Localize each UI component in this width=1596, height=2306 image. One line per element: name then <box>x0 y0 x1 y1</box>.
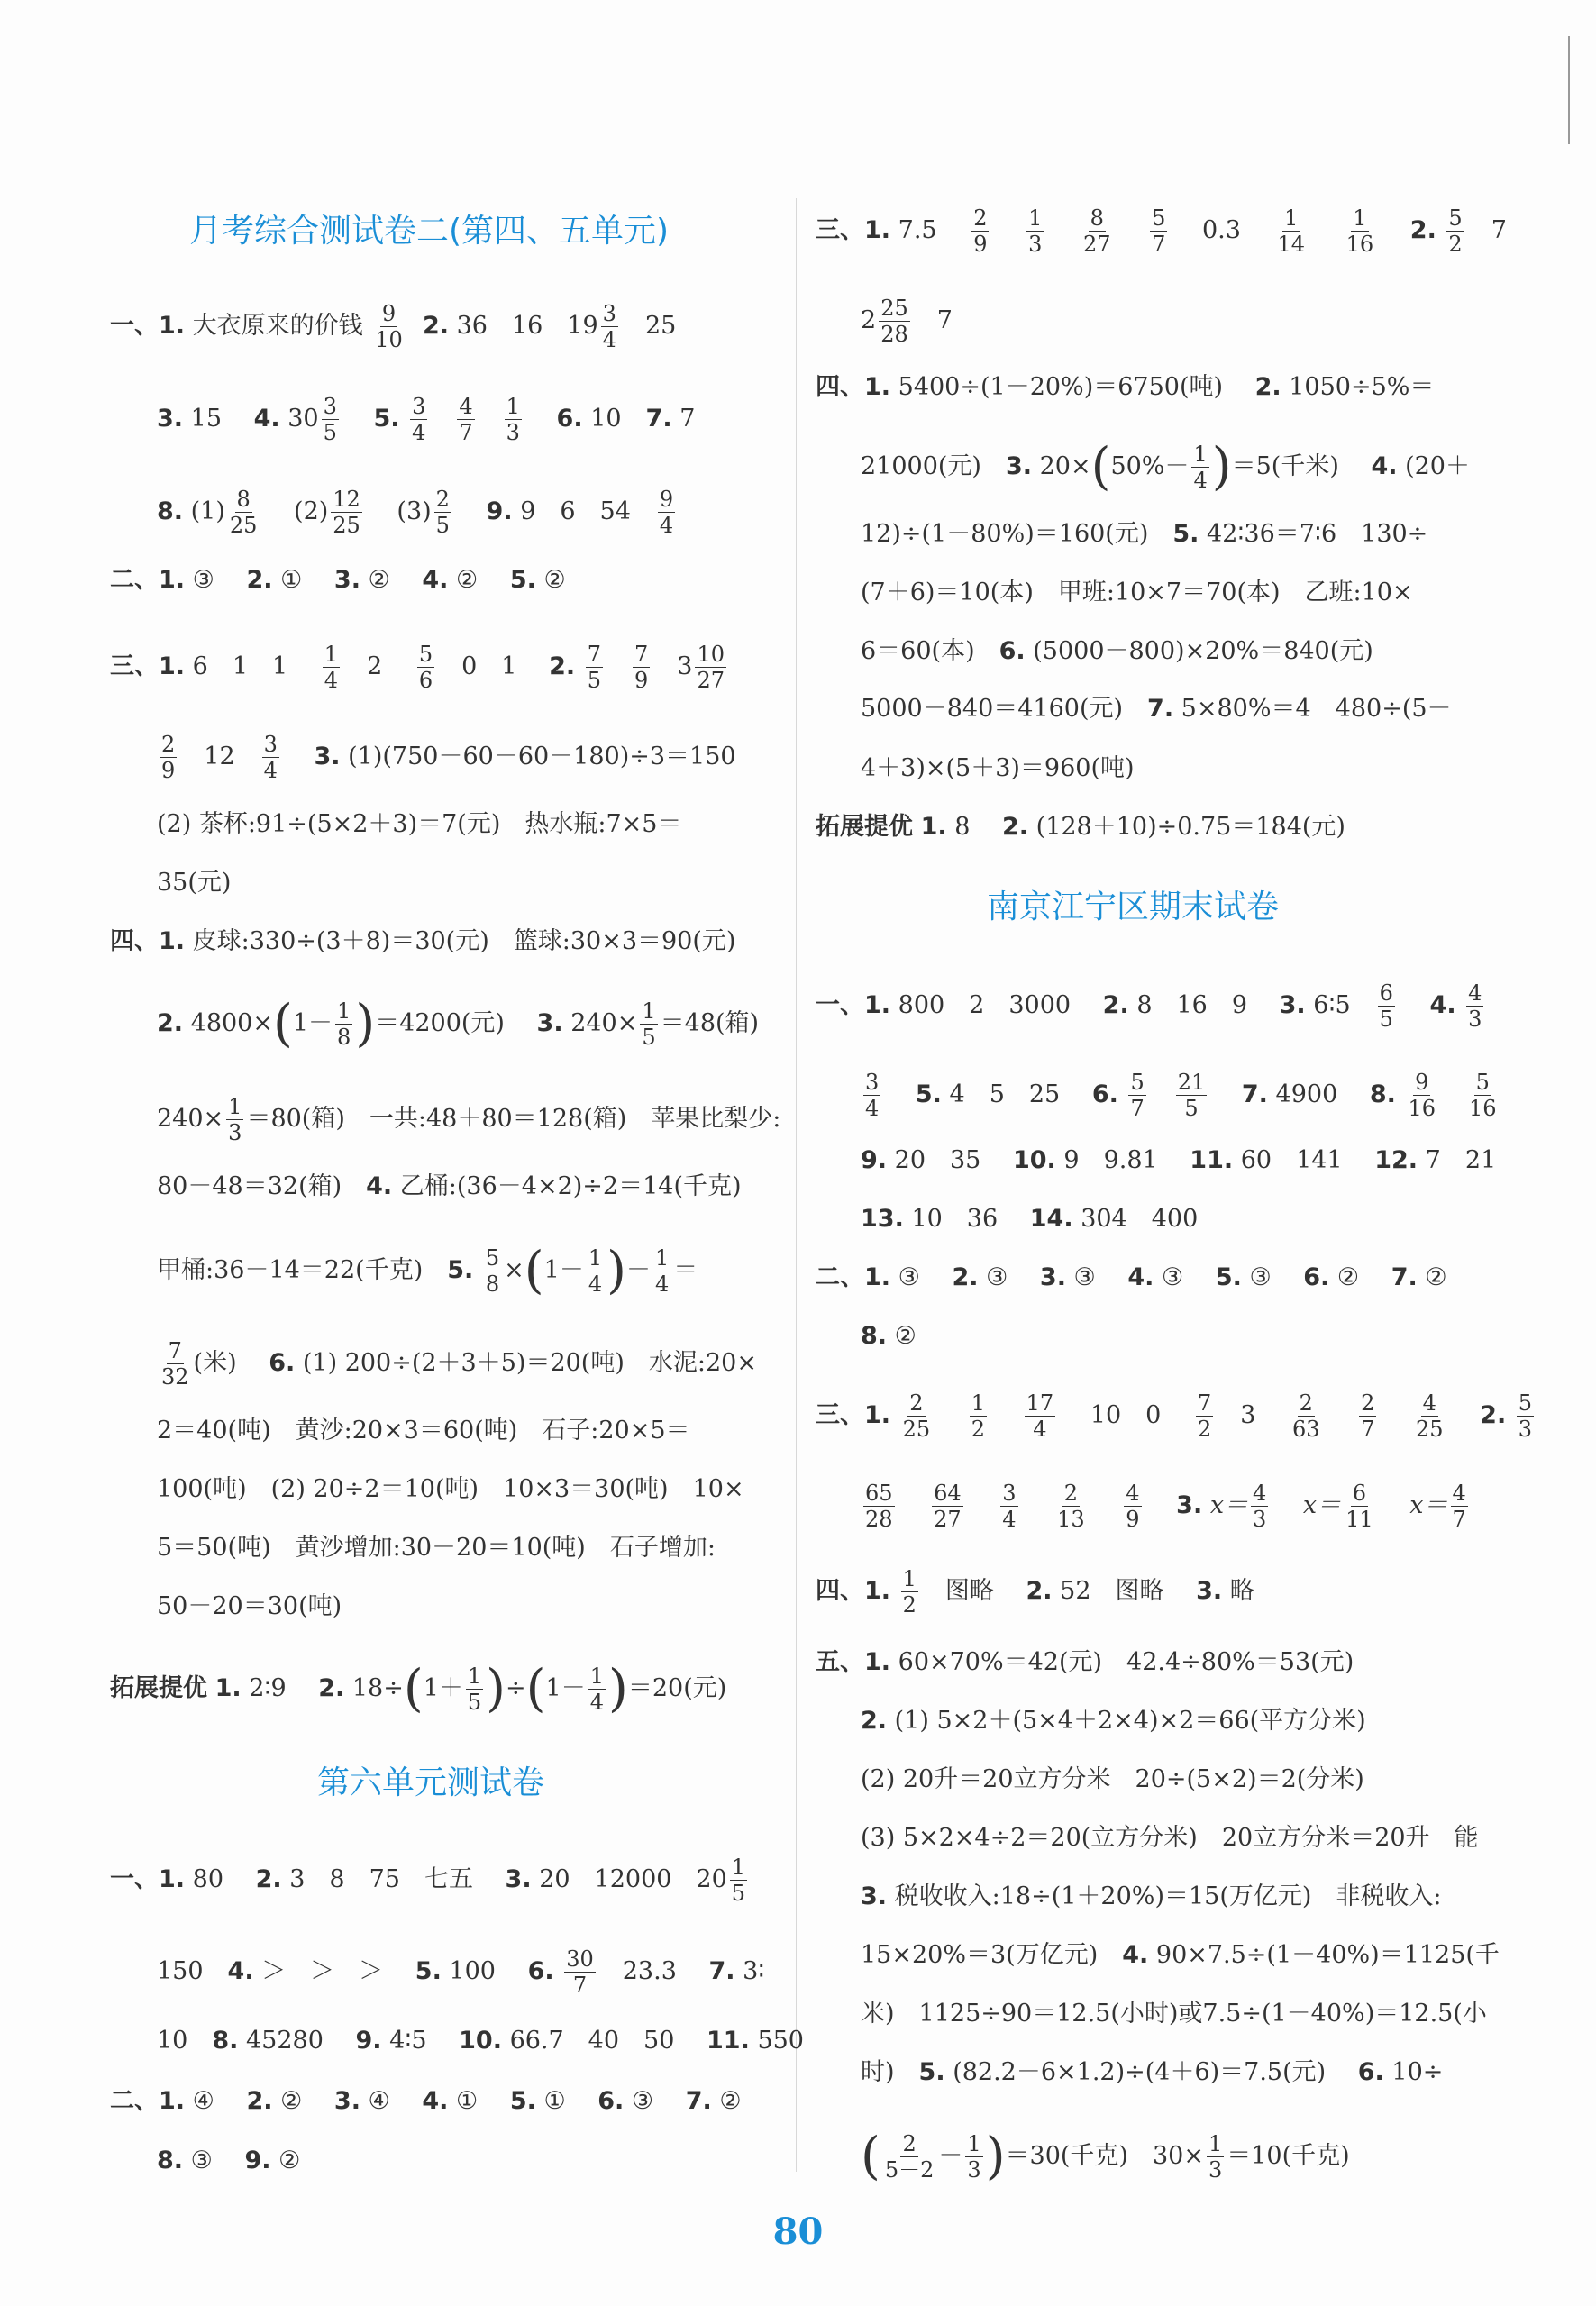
answer-line: 10 8. 45280 9. 4∶5 10. 66.7 40 50 11. 550 <box>157 2027 804 2055</box>
answer-line: 二、1. ③ 2. ① 3. ② 4. ② 5. ② <box>110 566 566 594</box>
answer-line: 三、1. 6 1 1 $\frac{1}{4}$ 2 $\frac{5}{6}$ 0 1 2. $\frac{7}{5}$ $\frac{7}{9}$ 3 $\frac{10}{27}$ <box>110 642 725 693</box>
answer-line: 一、1. 大衣原来的价钱 $\frac{9}{10}$ 2. 36 16 19 $\frac{3}{4}$ 25 <box>110 301 677 352</box>
answer-line: 2＝40(吨) 黄沙:20×3＝60(吨) 石子:20×5＝ <box>157 1417 690 1445</box>
answer-line: $\frac{7}{32}$ (米) 6. (1) 200÷(2＋3＋5)＝20(吨) 水泥:20× <box>161 1338 757 1390</box>
section-title-monthly-test-2: 月考综合测试卷二(第四、五单元) <box>189 213 670 250</box>
answer-line: 四、1. 皮球:330÷(3＋8)＝30(元) 篮球:30×3＝90(元) <box>110 927 736 955</box>
answer-line: 三、1. $\frac{2}{25}$ $\frac{1}{2}$ $\frac{17}{4}$ 10 0 $\frac{7}{2}$ 3 $\frac{2}{63}$ $\frac{2}{7}$ $\frac{4}{25}$ 2. $\frac{5}{3}$ <box>816 1390 1533 1442</box>
answer-line: 3. 税收收入:18÷(1＋20%)＝15(万亿元) 非税收入: <box>861 1882 1442 1910</box>
answer-line: 2. (1) 5×2＋(5×4＋2×4)×2＝66(平方分米) <box>861 1707 1366 1735</box>
answer-line: 拓展提优 1. 8 2. (128＋10)÷0.75＝184(元) <box>816 813 1345 841</box>
answer-line: 4＋3)×(5＋3)＝960(吨) <box>861 754 1135 782</box>
answer-line: 甲桶:36－14＝22(千克) 5. $\frac{5}{8}$ ×(1－ $\frac{1}{4}$ )－ $\frac{1}{4}$ ＝ <box>157 1241 698 1300</box>
answer-line: 8. (1) $\frac{8}{25}$ (2) $\frac{12}{25}$ (3) $\frac{2}{5}$ 9. 9 6 54 $\frac{9}{4}$ <box>157 487 674 538</box>
answer-line: 13. 10 36 14. 304 400 <box>861 1205 1199 1233</box>
section-title-nanjing-jiangning-final: 南京江宁区期末试卷 <box>987 889 1280 925</box>
answer-line: 12)÷(1－80%)＝160(元) 5. 42∶36＝7∶6 130÷ <box>861 520 1428 548</box>
answer-line: 时) 5. (82.2－6×1.2)÷(4＋6)＝7.5(元) 6. 10÷ <box>861 2058 1444 2086</box>
page-edge-line <box>1568 36 1570 144</box>
answer-line: 米) 1125÷90＝12.5(小时)或7.5÷(1－40%)＝12.5(小 <box>861 2000 1487 2028</box>
section-title-unit-6-test: 第六单元测试卷 <box>317 1764 545 1801</box>
answer-line: 5＝50(吨) 黄沙增加:30－20＝10(吨) 石子增加: <box>157 1534 716 1562</box>
page-number: 80 <box>772 2210 824 2253</box>
answer-line: 15×20%＝3(万亿元) 4. 90×7.5÷(1－40%)＝1125(千 <box>861 1941 1500 1969</box>
answer-line: 150 4. ＞ ＞ ＞ 5. 100 6. $\frac{30}{7}$ 23.3 7. 3∶ <box>157 1946 765 1998</box>
answer-line: 拓展提优 1. 2∶9 2. 18÷(1＋ $\frac{1}{5}$ )÷(1－ $\frac{1}{4}$ )＝20(元) <box>110 1659 727 1718</box>
answer-line: 2 $\frac{25}{28}$ 7 <box>861 296 953 347</box>
answer-line: (3) 5×2×4÷2＝20(立方分米) 20立方分米＝20升 能 <box>861 1824 1479 1852</box>
answer-line: $\frac{65}{28}$ $\frac{64}{27}$ $\frac{3}{4}$ $\frac{2}{13}$ $\frac{4}{9}$ 3. x＝ $\frac{4}{3}$ x＝ $\frac{6}{11}$ x＝ $\frac{4}{7}$ <box>865 1481 1466 1532</box>
answer-line: 100(吨) (2) 20÷2＝10(吨) 10×3＝30(吨) 10× <box>157 1475 744 1503</box>
answer-line: 21000(元) 3. 20×(50%－ $\frac{1}{4}$ )＝5(千米) 4. (20＋ <box>861 437 1470 497</box>
answer-line: 四、1. $\frac{1}{2}$ 图略 2. 52 图略 3. 略 <box>816 1566 1254 1618</box>
answer-line: (2) 茶杯:91÷(5×2＋3)＝7(元) 热水瓶:7×5＝ <box>157 810 682 838</box>
answer-line: ( $\frac{2}{5-2}$ － $\frac{1}{3}$ )＝30(千克) 30× $\frac{1}{3}$ ＝10(千克) <box>861 2127 1350 2186</box>
answer-line: (7＋6)＝10(本) 甲班:10×7＝70(本) 乙班:10× <box>861 579 1413 606</box>
answer-line: 8. ② <box>861 1322 917 1350</box>
answer-line: 35(元) <box>157 869 232 897</box>
answer-line: 240× $\frac{1}{3}$ ＝80(箱) 一共:48＋80＝128(箱) 苹果比梨少: <box>157 1094 781 1145</box>
answer-line: 5000－840＝4160(元) 7. 5×80%＝4 480÷(5－ <box>861 695 1452 723</box>
answer-line: (2) 20升＝20立方分米 20÷(5×2)＝2(分米) <box>861 1765 1364 1793</box>
answer-line: $\frac{3}{4}$ 5. 4 5 25 6. $\frac{5}{7}$ $\frac{21}{5}$ 7. 4900 8. $\frac{9}{16}$ $\frac{5}{16}$ <box>865 1070 1497 1121</box>
answer-line: 3. 15 4. 30 $\frac{3}{5}$ 5. $\frac{3}{4}$ $\frac{4}{7}$ $\frac{1}{3}$ 6. 10 7. 7 <box>157 394 696 445</box>
column-divider <box>796 198 797 2172</box>
answer-line: 三、1. 7.5 $\frac{2}{9}$ $\frac{1}{3}$ $\frac{8}{27}$ $\frac{5}{7}$ 0.3 $\frac{1}{14}$ $\frac{1}{16}$ 2. $\frac{5}{2}$ 7 <box>816 205 1507 257</box>
answer-line: $\frac{2}{9}$ 12 $\frac{3}{4}$ 3. (1)(750－60－60－180)÷3＝150 <box>161 732 736 783</box>
answer-line: 2. 4800×(1－ $\frac{1}{8}$ )＝4200(元) 3. 240× $\frac{1}{5}$ ＝48(箱) <box>157 994 760 1053</box>
answer-line: 四、1. 5400÷(1－20%)＝6750(吨) 2. 1050÷5%＝ <box>816 373 1435 401</box>
answer-line: 一、1. 80 2. 3 8 75 七五 3. 20 12000 20 $\frac{1}{5}$ <box>110 1855 746 1906</box>
answer-line: 二、1. ③ 2. ③ 3. ③ 4. ③ 5. ③ 6. ② 7. ② <box>816 1263 1447 1291</box>
answer-line: 五、1. 60×70%＝42(元) 42.4÷80%＝53(元) <box>816 1648 1354 1676</box>
answer-line: 80－48＝32(箱) 4. 乙桶:(36－4×2)÷2＝14(千克) <box>157 1172 742 1200</box>
answer-line: 6＝60(本) 6. (5000－800)×20%＝840(元) <box>861 637 1373 665</box>
answer-line: 二、1. ④ 2. ② 3. ④ 4. ① 5. ① 6. ③ 7. ② <box>110 2087 742 2115</box>
answer-line: 一、1. 800 2 3000 2. 8 16 9 3. 6∶5 $\frac{6}{5}$ 4. $\frac{4}{3}$ <box>816 980 1482 1032</box>
answer-line: 50－20＝30(吨) <box>157 1592 342 1620</box>
answer-line: 8. ③ 9. ② <box>157 2146 301 2174</box>
answer-line: 9. 20 35 10. 9 9.81 11. 60 141 12. 7 21 <box>861 1146 1497 1174</box>
